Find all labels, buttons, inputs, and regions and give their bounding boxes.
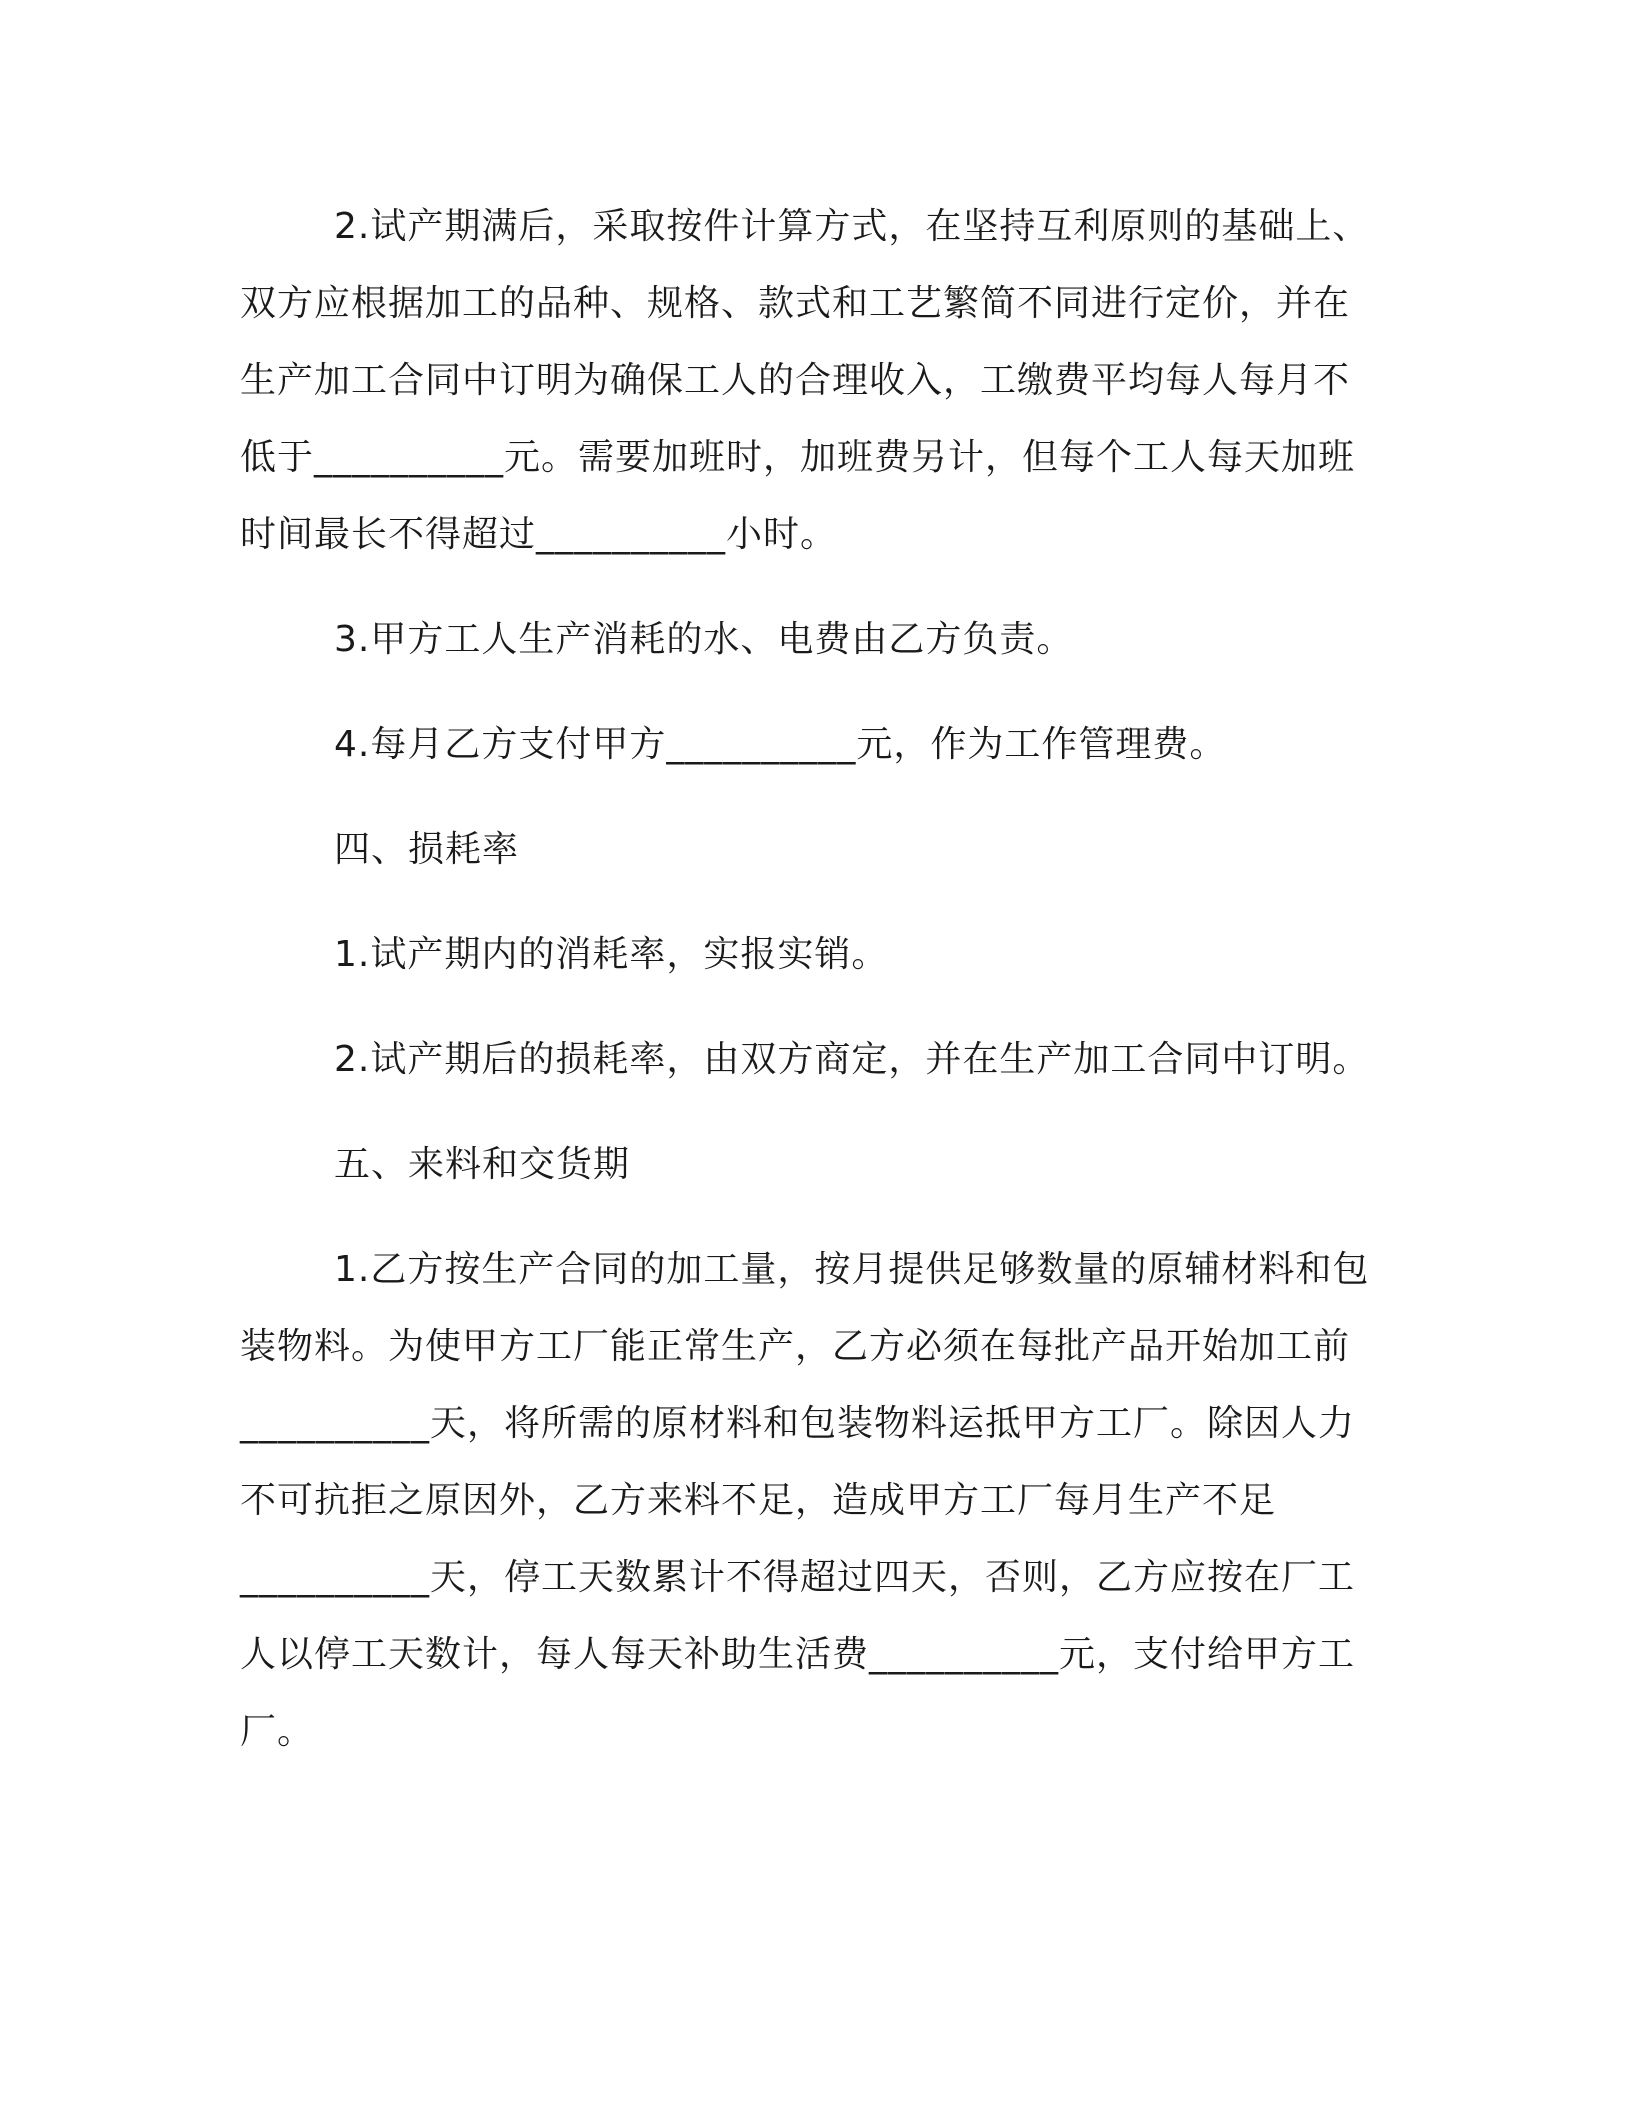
clause-3-2-piece-rate: 2.试产期满后，采取按件计算方式，在坚持互利原则的基础上、双方应根据加工的品种、规格、款式和工艺繁简不同进行定价，并在生产加工合同中订明为确保工人的合理收入，工缴费平均每人每月不低于__________元。需要加班时，加班费另计，但每个工人每天加班时间最长不得超过__________小时。 (240, 206, 1370, 555)
clause-4-1-trial-consumption: 1.试产期内的消耗率，实报实销。 (334, 934, 889, 975)
clause-3-3-utilities: 3.甲方工人生产消耗的水、电费由乙方负责。 (334, 619, 1074, 660)
document-body (240, 188, 1370, 1798)
clause-4-2-post-trial-loss: 2.试产期后的损耗率，由双方商定，并在生产加工合同中订明。 (334, 1039, 1370, 1080)
section-heading-loss-rate: 四、损耗率 (334, 829, 520, 870)
clause-3-4-management-fee: 4.每月乙方支付甲方__________元，作为工作管理费。 (334, 724, 1227, 765)
clause-5-1-materials-supply: 1.乙方按生产合同的加工量，按月提供足够数量的原辅材料和包装物料。为使甲方工厂能正常生产，乙方必须在每批产品开始加工前__________天，将所需的原材料和包装物料运抵甲方工厂。除因人力不可抗拒之原因外，乙方来料不足，造成甲方工厂每月生产不足__________天，停工天数累计不得超过四天，否则，乙方应按在厂工人以停工天数计，每人每天补助生活费__________元，支付给甲方工厂。 (240, 1249, 1370, 1752)
section-heading-materials-delivery: 五、来料和交货期 (334, 1144, 631, 1185)
